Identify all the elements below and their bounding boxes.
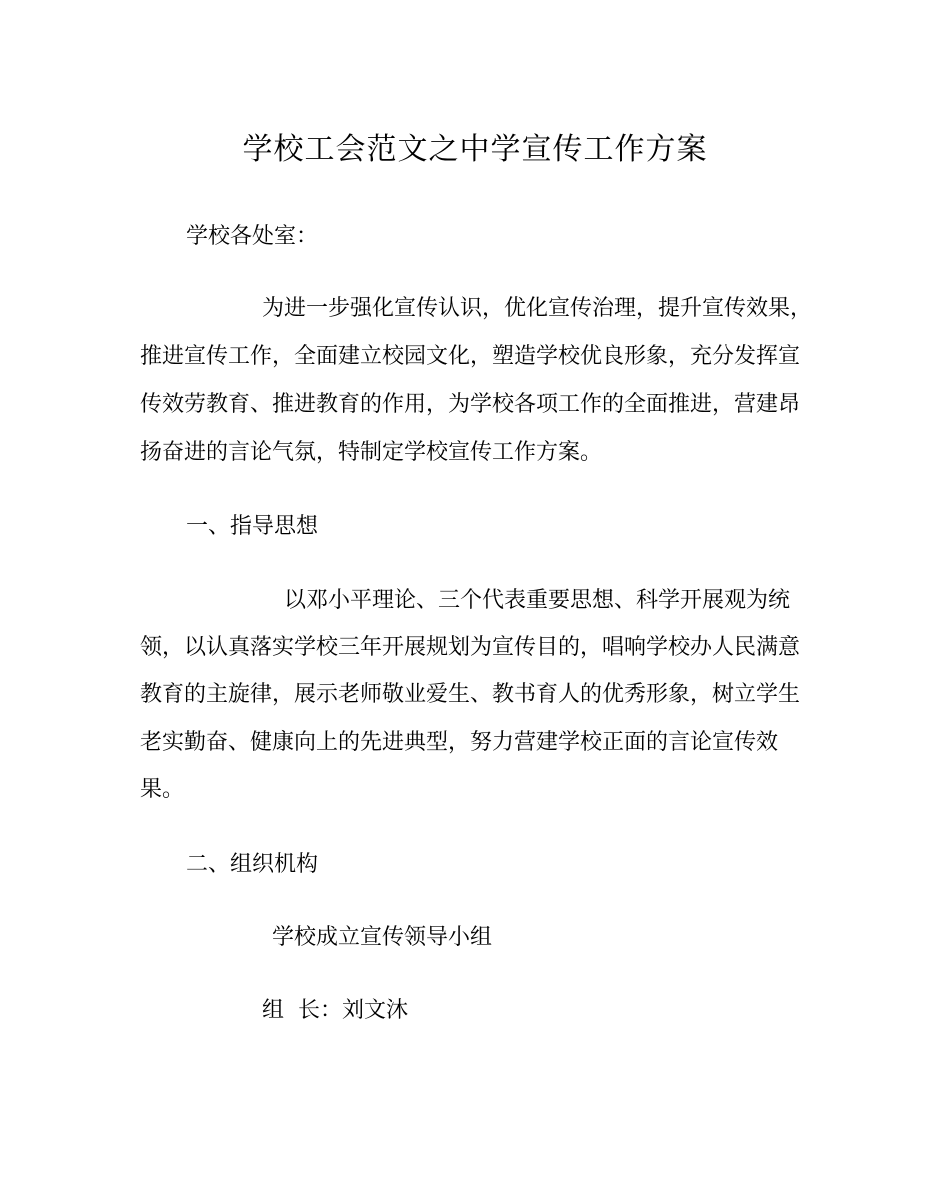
section1-line-3: 教育的主旋律，展示老师敬业爱生、教书育人的优秀形象，树立学生 [140,682,801,707]
section1-line-5: 果。 [140,777,185,802]
document-title: 学校工会范文之中学宣传工作方案 [242,132,708,167]
section1-line-1: 以邓小平理论、三个代表重要思想、科学开展观为统 [284,588,791,613]
salutation: 学校各处室： [186,224,319,249]
section1-line-4: 老实勤奋、健康向上的先进典型，努力营建学校正面的言论宣传效 [140,730,779,755]
section2-leader-line: 组 长：刘文沐 [262,998,408,1023]
section2-group-line: 学校成立宣传领导小组 [272,925,493,950]
intro-line-1: 为进一步强化宣传认识，优化宣传治理，提升宣传效果， [262,296,813,321]
section1-line-2: 领，以认真落实学校三年开展规划为宣传目的，唱响学校办人民满意 [140,635,801,660]
section1-heading: 一、指导思想 [186,514,319,539]
section2-heading: 二、组织机构 [186,852,319,877]
intro-line-2: 推进宣传工作，全面建立校园文化，塑造学校优良形象，充分发挥宣 [140,344,801,369]
intro-line-3: 传效劳教育、推进教育的作用，为学校各项工作的全面推进，营建昂 [140,392,801,417]
intro-line-4: 扬奋进的言论气氛，特制定学校宣传工作方案。 [140,440,603,465]
